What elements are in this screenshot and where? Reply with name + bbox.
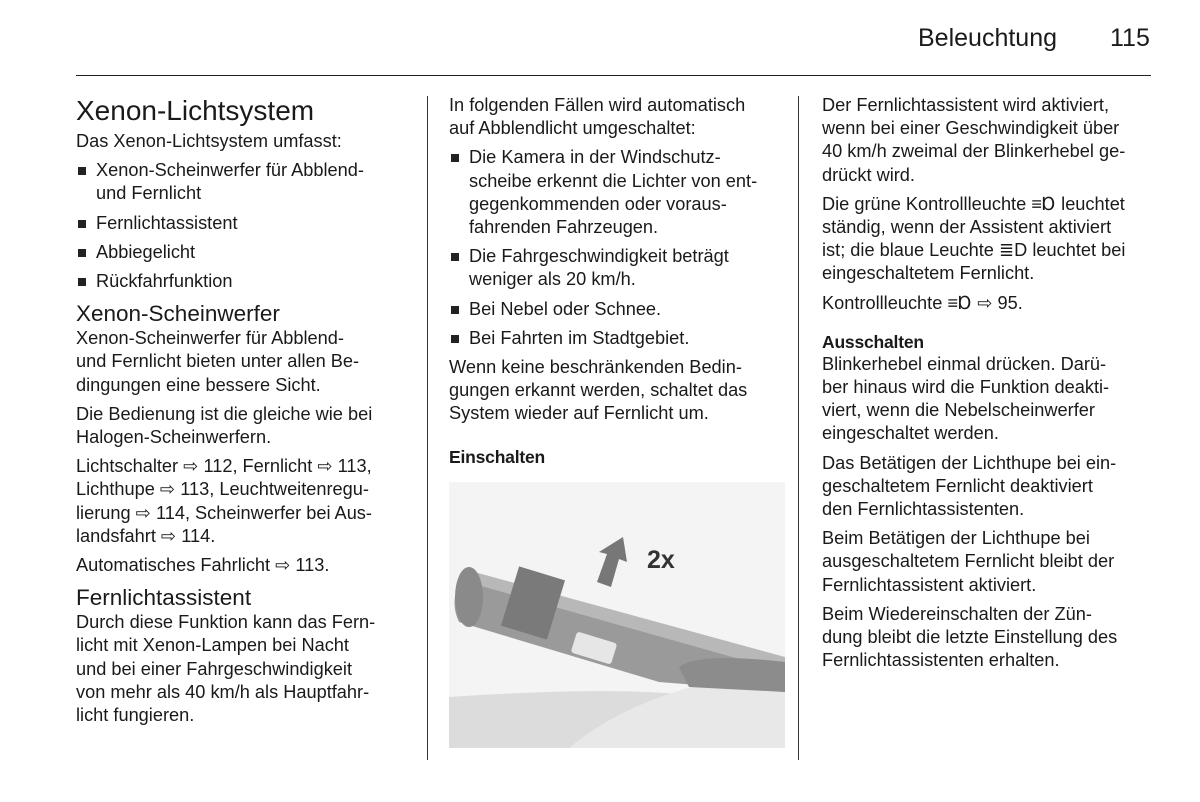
list-item: Abbiegelicht — [76, 241, 421, 264]
paragraph: Durch diese Funktion kann das Fern- licht mit Xenon-Lampen bei Nacht und bei einer Fahrgeschwindigkeit von mehr als 40 km/h als Hauptfahr- licht fungieren. — [76, 612, 376, 726]
paragraph: Die grüne Kontrollleuchte ≡Ɒ leuchtet ständig, wenn der Assistent aktiviert ist; die blaue Leuchte ≣D leuchtet bei eingeschaltetem Fernlicht. — [822, 193, 1126, 284]
turn-signal-lever-illustration — [449, 482, 785, 748]
list-item: Die Fahrgeschwindigkeit beträgt weniger als 20 km/h. — [449, 245, 794, 291]
list-item: Xenon-Scheinwerfer für Abblend- und Fernlicht — [76, 159, 421, 205]
figure-label: 2x — [647, 545, 675, 574]
cross-reference-paragraph: Kontrollleuchte ≡Ɒ ⇨ 95. — [822, 292, 1023, 313]
list-item: Fernlichtassistent — [76, 212, 421, 235]
column-2 — [449, 94, 794, 754]
header-rule — [76, 75, 1151, 76]
bullet-list — [76, 159, 421, 293]
list-item: Rückfahrfunktion — [76, 270, 421, 293]
cross-reference-paragraph: Automatisches Fahrlicht ⇨ 113. — [76, 555, 330, 576]
paragraph: Beim Wiedereinschalten der Zün- dung bleibt die letzte Einstellung des Fernlichtassistenten erhalten. — [822, 603, 1118, 671]
section-title: Beleuchtung — [918, 24, 1058, 52]
heading-ausschalten: Ausschalten — [822, 331, 924, 352]
column-divider — [427, 96, 428, 760]
bullet-list — [449, 146, 794, 350]
paragraph: Der Fernlichtassistent wird aktiviert, wenn bei einer Geschwindigkeit über 40 km/h zweimal der Blinkerhebel ge- drückt wird. — [822, 95, 1126, 185]
paragraph: In folgenden Fällen wird automatisch auf Abblendlicht umgeschaltet: — [449, 95, 746, 139]
column-1 — [76, 94, 421, 733]
column-3 — [822, 94, 1162, 678]
list-item: Bei Nebel oder Schnee. — [449, 298, 794, 321]
list-item: Bei Fahrten im Stadtgebiet. — [449, 327, 794, 350]
paragraph: Die Bedienung ist die gleiche wie bei Halogen-Scheinwerfern. — [76, 403, 373, 448]
paragraph: Blinkerhebel einmal drücken. Darü- ber hinaus wird die Funktion deakti- viert, wenn die Nebelscheinwerfer eingeschaltet werden. — [822, 353, 1110, 444]
paragraph: Das Xenon-Lichtsystem umfasst: — [76, 131, 342, 151]
cross-reference-paragraph: Lichtschalter ⇨ 112, Fernlicht ⇨ 113, Lichthupe ⇨ 113, Leuchtweitenregu- lierung ⇨ 114, Scheinwerfer bei Aus- landsfahrt ⇨ 114. — [76, 456, 372, 546]
page-number: 115 — [1110, 24, 1150, 52]
heading-fernlichtassistent: Fernlichtassistent — [76, 585, 252, 611]
paragraph: Wenn keine beschränkenden Bedin- gungen erkannt werden, schaltet das System wieder auf Fernlicht um. — [449, 357, 748, 424]
heading-einschalten: Einschalten — [449, 446, 546, 467]
paragraph: Das Betätigen der Lichthupe bei ein- geschaltetem Fernlicht deaktiviert den Fernlichtassistenten. — [822, 452, 1117, 520]
paragraph: Xenon-Scheinwerfer für Abblend- und Fernlicht bieten unter allen Be- dingungen eine bessere Sicht. — [76, 328, 360, 395]
column-divider — [798, 96, 799, 760]
heading-xenon-lichtsystem: Xenon-Lichtsystem — [76, 95, 315, 126]
list-item: Die Kamera in der Windschutz- scheibe erkennt die Lichter von ent- gegenkommenden oder voraus- fahrenden Fahrzeugen. — [449, 146, 794, 239]
heading-xenon-scheinwerfer: Xenon-Scheinwerfer — [76, 301, 280, 327]
paragraph: Beim Betätigen der Lichthupe bei ausgeschaltetem Fernlicht bleibt der Fernlichtassistent aktiviert. — [822, 528, 1115, 595]
